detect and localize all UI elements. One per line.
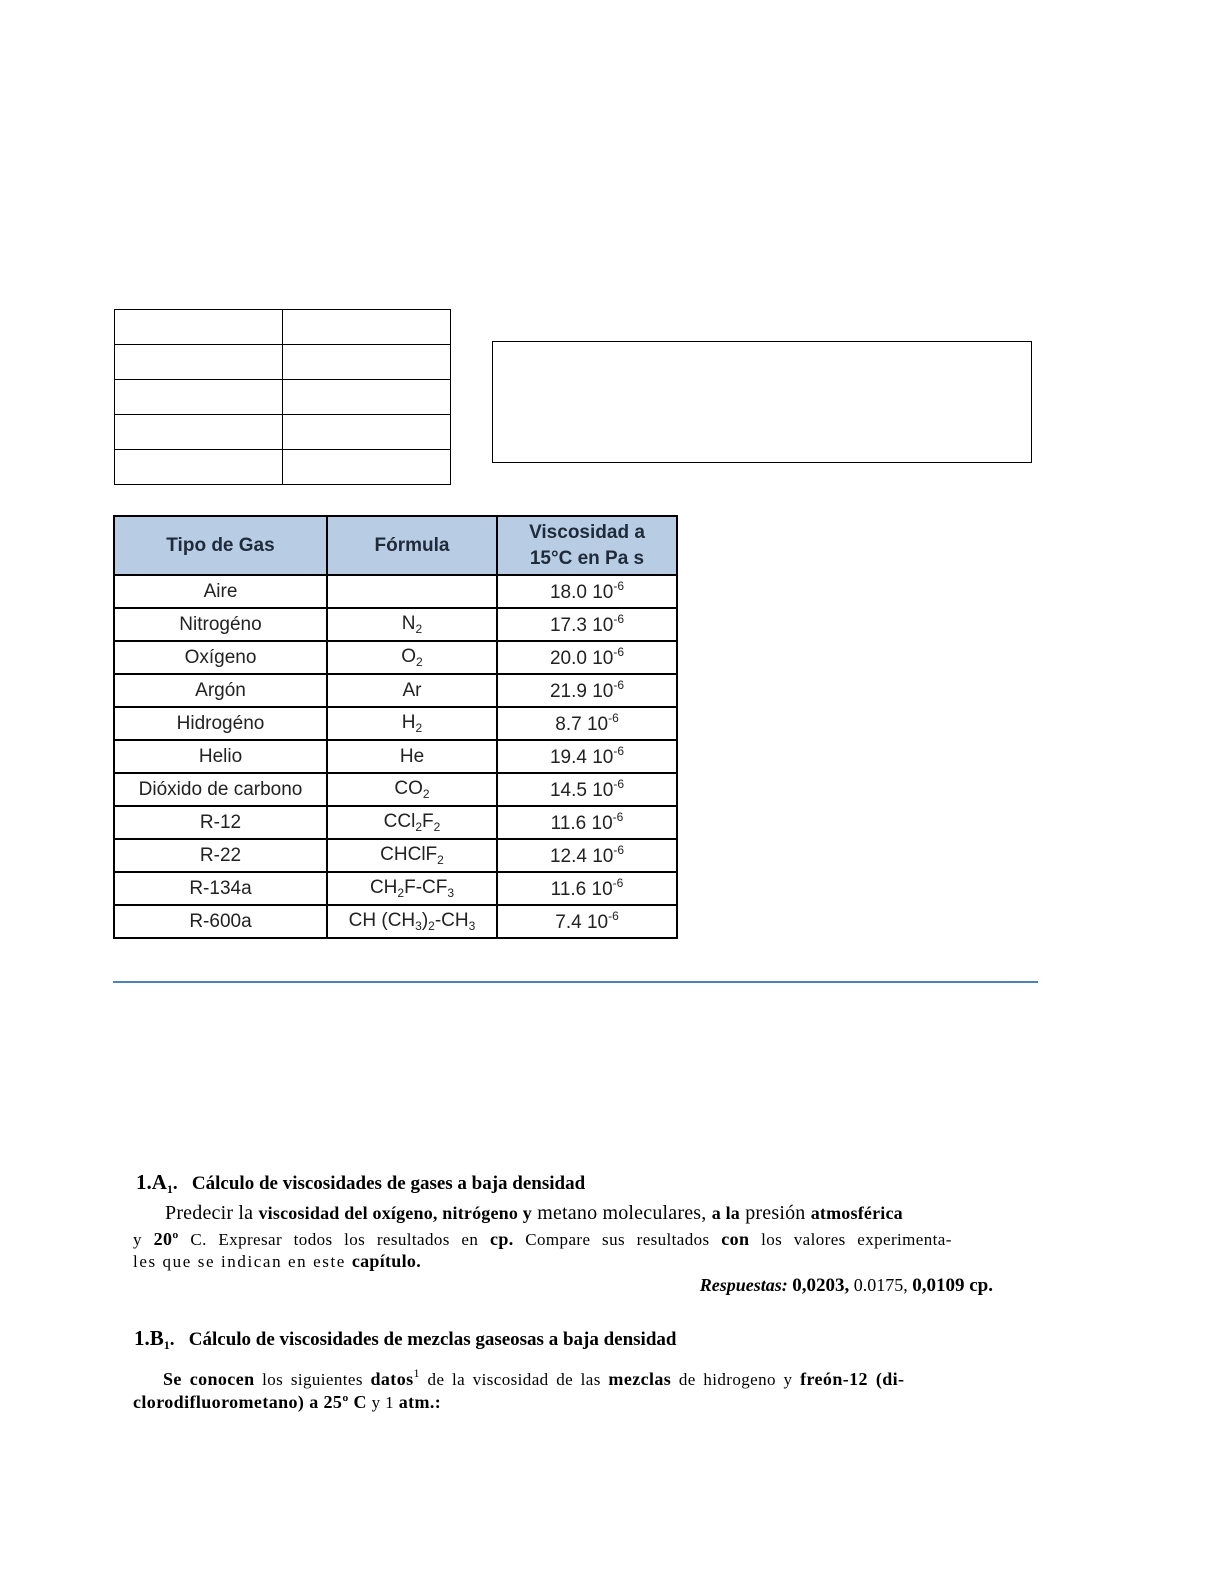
gas-table-body: [114, 575, 677, 938]
viscosity-cell: [497, 905, 677, 938]
viscosity-cell: [497, 872, 677, 905]
table-row: [115, 310, 451, 345]
formula-cell: [327, 707, 497, 740]
gas-viscosity-table: [113, 515, 678, 939]
problem-a-answers: [700, 1275, 993, 1297]
table-row: [114, 806, 677, 839]
table-row: [114, 674, 677, 707]
formula-cell: [327, 740, 497, 773]
bold-run: atm.:: [398, 1392, 442, 1412]
gas-name-cell: R-600a: [114, 905, 327, 938]
viscosity-exponent: -6: [613, 843, 625, 857]
viscosity-exponent: -6: [613, 744, 625, 758]
formula-cell: [327, 641, 497, 674]
table-row: [114, 905, 677, 938]
empty-cell: [283, 415, 451, 450]
empty-cell: [283, 310, 451, 345]
empty-cell: [283, 345, 451, 380]
table-row: [114, 608, 677, 641]
table-row: [114, 740, 677, 773]
table-row: [114, 707, 677, 740]
bold-run: viscosidad del oxígeno, nitrógeno y: [258, 1203, 532, 1223]
answers-label: Respuestas:: [699, 1275, 788, 1295]
table-row: [114, 872, 677, 905]
formula-cell: [327, 674, 497, 707]
table-row: [114, 575, 677, 608]
viscosity-exponent: -6: [608, 711, 619, 725]
viscosity-exponent: -6: [612, 810, 624, 824]
viscosity-value: 21.9 10: [549, 681, 614, 702]
header-formula: Fórmula: [327, 516, 497, 575]
formula-text: -CH: [434, 910, 469, 931]
problem-a-heading: Cálculo de viscosidades de gases a baja densidad: [191, 1173, 586, 1194]
empty-cell: [115, 415, 283, 450]
viscosity-exponent: -6: [613, 777, 625, 791]
viscosity-value: 14.5 10: [549, 780, 614, 801]
formula-text: CH (CH: [348, 910, 416, 931]
text-run: y 1: [366, 1393, 399, 1412]
problem-a-title: $1.A_1$. Cálculo de viscosidades de gases a baja densidad: [136, 1170, 586, 1196]
gas-name-cell: R-134a: [114, 872, 327, 905]
header-gas-type: Tipo de Gas: [114, 516, 327, 575]
text-run: les que se indican en este: [133, 1252, 352, 1271]
formula-text: Ar: [402, 679, 422, 701]
text-run: C. Expresar todos los resultados en: [178, 1230, 490, 1249]
viscosity-exponent: -6: [613, 645, 625, 659]
gas-name-cell: Helio: [114, 740, 327, 773]
formula-text: CCl: [383, 811, 416, 832]
footnote-marker: 1: [413, 1366, 420, 1380]
text-run: los valores experimenta-: [749, 1230, 952, 1249]
bold-run: Se conocen: [163, 1369, 255, 1389]
bold-run: capítulo.: [351, 1251, 422, 1271]
table-row: [115, 345, 451, 380]
bold-run: freón-12 (di-: [800, 1369, 905, 1389]
formula-subscript: 2: [397, 886, 405, 900]
table-row: [114, 641, 677, 674]
problem-a-number: 1.A: [136, 1170, 167, 1194]
text-run: Predecir la: [165, 1202, 259, 1224]
viscosity-value: 19.4 10: [549, 747, 614, 768]
empty-cell: [115, 310, 283, 345]
viscosity-value: 8.7 10: [555, 714, 609, 735]
empty-cell: [115, 380, 283, 415]
formula-subscript: 2: [415, 622, 423, 636]
viscosity-cell: [497, 839, 677, 872]
empty-cell: [115, 345, 283, 380]
header-viscosity-line1: Viscosidad a: [529, 521, 645, 543]
bold-run: datos: [370, 1369, 414, 1389]
viscosity-cell: [497, 773, 677, 806]
formula-subscript: 2: [433, 820, 441, 834]
viscosity-cell: [497, 806, 677, 839]
viscosity-value: 20.0 10: [549, 648, 614, 669]
formula-text: F: [422, 811, 434, 832]
viscosity-cell: [497, 641, 677, 674]
formula-text: CO: [394, 778, 423, 799]
formula-subscript: 2: [415, 820, 423, 834]
problem-b-number-sub: 1: [163, 1338, 170, 1352]
viscosity-exponent: -6: [608, 909, 619, 923]
formula-subscript: 3: [447, 886, 455, 900]
problem-b-line-1: [163, 1366, 904, 1390]
formula-cell: [327, 806, 497, 839]
empty-cell: [283, 450, 451, 485]
viscosity-cell: [497, 674, 677, 707]
viscosity-cell: [497, 575, 677, 608]
gas-name-cell: Aire: [114, 575, 327, 608]
table-row: [115, 380, 451, 415]
bold-run: clorodifluorometano) a 25º C: [133, 1392, 367, 1412]
viscosity-exponent: -6: [613, 678, 625, 692]
bold-run: con: [721, 1229, 750, 1249]
formula-text: N: [401, 613, 416, 634]
text-run: de la viscosidad de las: [419, 1370, 609, 1389]
bold-run: cp.: [489, 1229, 514, 1249]
formula-text: He: [399, 745, 425, 767]
gas-name-cell: R-12: [114, 806, 327, 839]
formula-cell: [327, 839, 497, 872]
problem-b-line-2: [133, 1392, 441, 1413]
answer-2: 0.0175,: [853, 1275, 908, 1295]
table-header-row: [114, 516, 677, 575]
formula-text: ): [421, 910, 429, 931]
gas-name-cell: R-22: [114, 839, 327, 872]
bold-run: 20º: [153, 1229, 179, 1249]
text-run: y: [133, 1230, 154, 1249]
formula-subscript: 2: [422, 787, 430, 801]
problem-a-line-2: [133, 1229, 952, 1250]
viscosity-value: 12.4 10: [549, 846, 614, 867]
formula-text: CHClF: [380, 844, 438, 865]
gas-name-cell: Hidrogéno: [114, 707, 327, 740]
viscosity-cell: [497, 740, 677, 773]
viscosity-cell: [497, 608, 677, 641]
formula-subscript: 3: [415, 919, 422, 933]
problem-a-line-3: [133, 1251, 421, 1272]
problem-b-number: 1.B: [134, 1326, 164, 1350]
viscosity-value: 18.0 10: [549, 582, 614, 603]
viscosity-exponent: -6: [612, 876, 624, 890]
problem-a-number-sub: 1: [166, 1182, 173, 1196]
viscosity-value: 7.4 10: [555, 912, 609, 933]
text-run: de hidrogeno y: [671, 1370, 801, 1389]
table-row: [115, 450, 451, 485]
formula-text: CH: [369, 877, 398, 898]
formula-subscript: 2: [416, 655, 423, 669]
table-row: [114, 839, 677, 872]
gas-name-cell: Nitrogéno: [114, 608, 327, 641]
empty-table: [114, 309, 451, 485]
bold-run: atmosférica: [810, 1203, 903, 1223]
answer-1: 0,0203,: [792, 1275, 850, 1296]
empty-cell: [283, 380, 451, 415]
header-viscosity: [497, 516, 677, 575]
formula-text: H: [401, 712, 416, 733]
text-run: presión: [740, 1202, 811, 1224]
formula-subscript: 2: [428, 919, 435, 933]
formula-cell: [327, 773, 497, 806]
viscosity-value: 17.3 10: [549, 615, 614, 636]
viscosity-cell: [497, 707, 677, 740]
viscosity-value: 11.6 10: [550, 813, 613, 834]
problem-b-title: $1.B_1$. Cálculo de viscosidades de mezclas gaseosas a baja densidad: [134, 1326, 677, 1352]
viscosity-exponent: -6: [613, 579, 625, 593]
formula-cell: [327, 608, 497, 641]
header-viscosity-line2: 15°C en Pa s: [529, 547, 645, 569]
text-run: Compare sus resultados: [513, 1230, 722, 1249]
empty-text-box: [492, 341, 1032, 463]
formula-text: F-CF: [404, 877, 448, 898]
formula-subscript: 2: [437, 853, 444, 867]
bold-run: a la: [711, 1203, 741, 1223]
bold-run: mezclas: [608, 1369, 672, 1389]
viscosity-exponent: -6: [613, 612, 625, 626]
gas-name-cell: Oxígeno: [114, 641, 327, 674]
empty-cell: [115, 450, 283, 485]
gas-name-cell: Dióxido de carbono: [114, 773, 327, 806]
table-row: [115, 415, 451, 450]
text-run: metano moleculares,: [532, 1202, 712, 1224]
formula-cell: [327, 575, 497, 608]
answer-3: 0,0109 cp.: [912, 1275, 993, 1296]
problem-b-heading: Cálculo de viscosidades de mezclas gaseosas a baja densidad: [188, 1329, 677, 1350]
gas-name-cell: Argón: [114, 674, 327, 707]
viscosity-value: 11.6 10: [550, 879, 613, 900]
text-run: los siguientes: [254, 1370, 371, 1389]
table-row: [114, 773, 677, 806]
formula-subscript: 2: [415, 721, 423, 735]
horizontal-divider: [113, 981, 1038, 983]
formula-cell: [327, 872, 497, 905]
formula-text: O: [401, 646, 417, 667]
formula-subscript: 3: [468, 919, 476, 933]
problem-a-line-1: [165, 1202, 903, 1225]
formula-cell: [327, 905, 497, 938]
